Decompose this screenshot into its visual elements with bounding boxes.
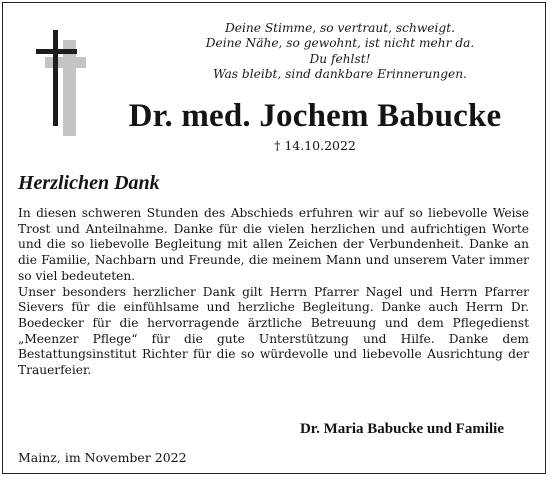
cross-vertical-beam <box>53 30 58 126</box>
thanks-paragraph: In diesen schweren Stunden des Abschieds erfuhren wir auf so liebevolle Weise Trost und Anteilnahme. Danke für die vielen herzlichen und aufrichtigen Worte und die so liebevolle Begleitung mit allen Zeichen der Verbundenheit. Danke an die Familie, Nachbarn und Freunde, die meinem Mann und unserem Vater immer so viel bedeuteten. <box>18 206 529 283</box>
poem-line: Deine Stimme, so vertraut, schweigt. <box>225 21 455 35</box>
cross-shadow-vertical <box>63 40 76 136</box>
poem-line: Was bleibt, sind dankbare Erinnerungen. <box>213 67 467 82</box>
place-date: Mainz, im November 2022 <box>18 450 187 465</box>
deceased-name: Dr. med. Jochem Babucke <box>128 98 502 134</box>
thanks-text <box>18 206 529 379</box>
cross-shadow-horizontal <box>45 57 86 68</box>
death-date: † 14.10.2022 <box>274 138 356 153</box>
signature: Dr. Maria Babucke und Familie <box>299 421 504 437</box>
thanks-heading: Herzlichen Dank <box>18 172 160 194</box>
latin-cross-icon <box>36 30 86 136</box>
poem <box>170 21 510 83</box>
poem-line: Deine Nähe, so gewohnt, ist nicht mehr da. <box>205 36 475 51</box>
poem-line: Du fehlst! <box>309 51 371 66</box>
cross-horizontal-beam <box>36 49 77 54</box>
thanks-paragraph: Unser besonders herzlicher Dank gilt Herrn Pfarrer Nagel und Herrn Pfarrer Sievers für die einfühlsame und herzliche Begleitung. Danke auch Herrn Dr. Boedecker für die hervorragende ärztliche Betreuung und dem Pflegedienst „Meenzer Pflege“ für die gute Unterstützung und Hilfe. Danke dem Bestattungsinstitut Richter für die so würdevolle und liebevolle Ausrichtung der Trauerfeier. <box>18 284 529 378</box>
